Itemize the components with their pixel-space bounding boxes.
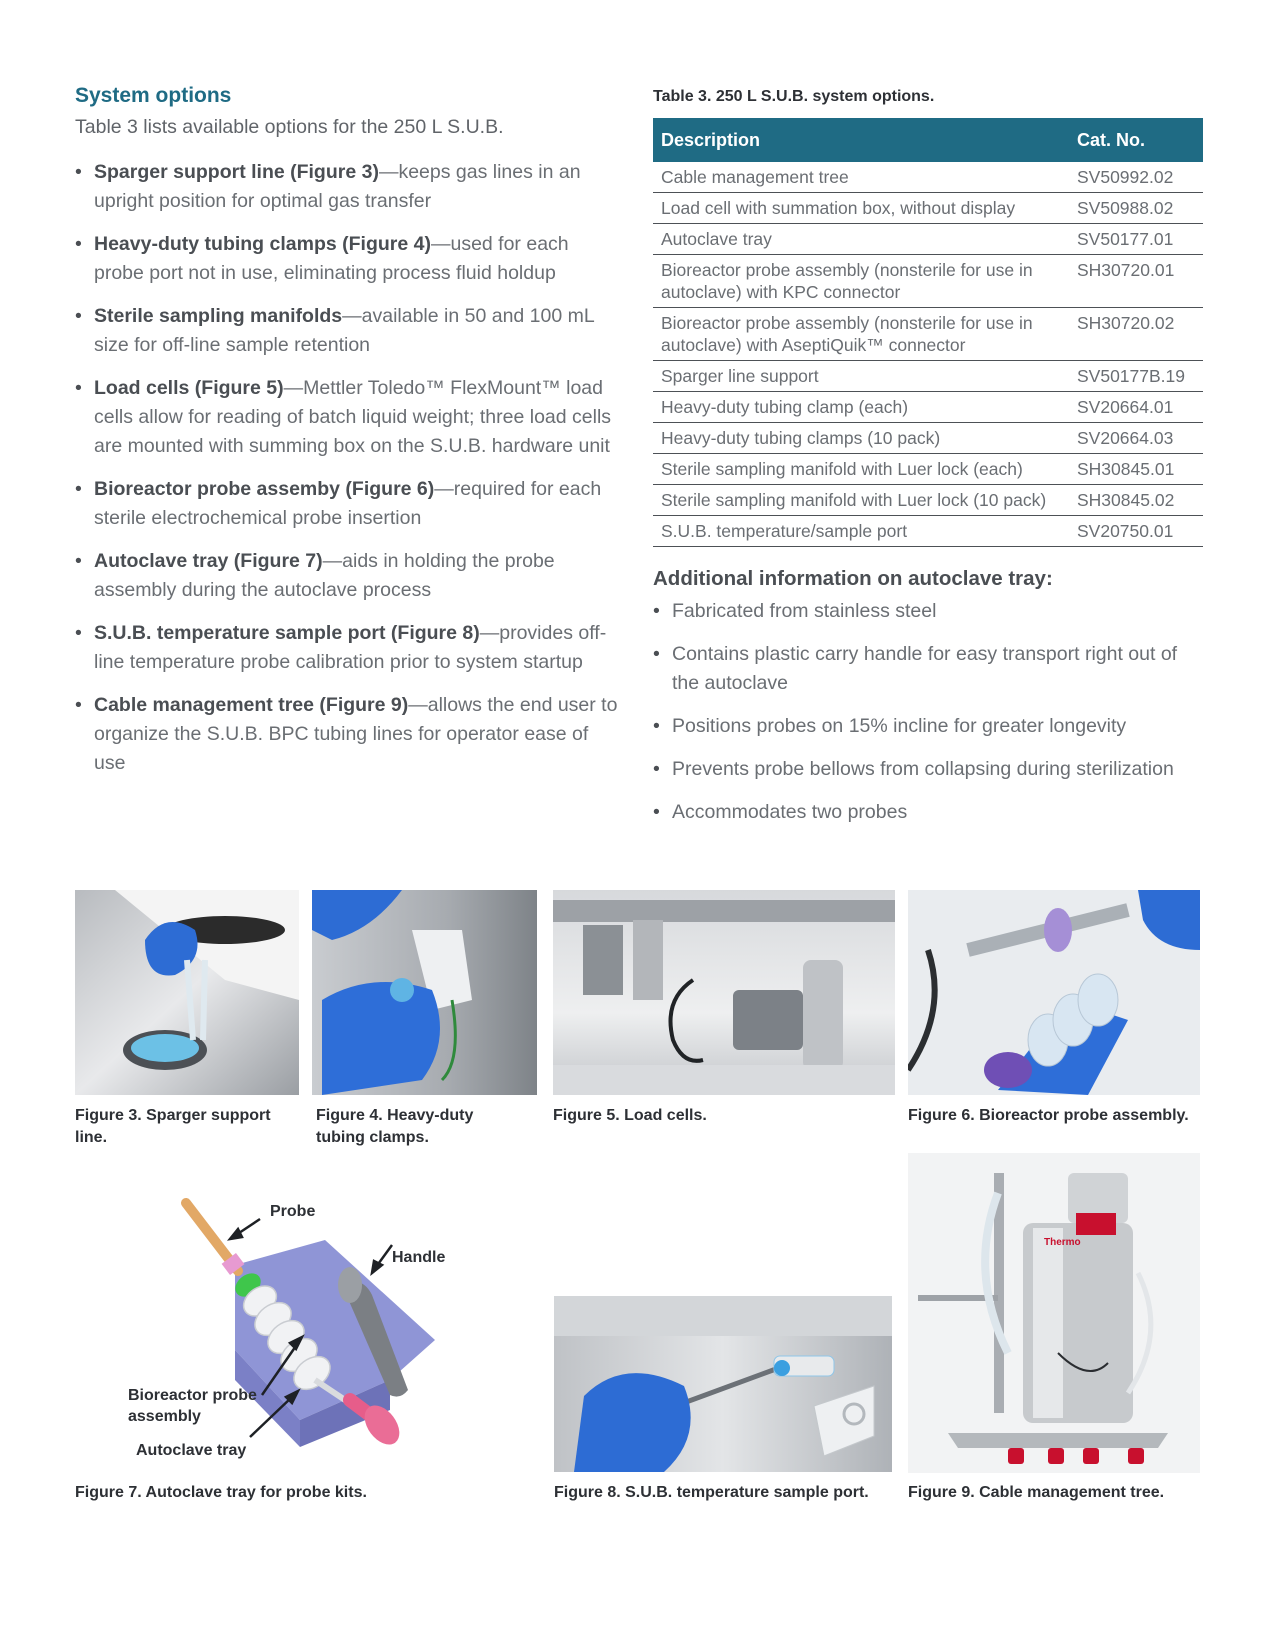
- column-header-description: Description: [653, 118, 1069, 162]
- table-row: [653, 162, 1203, 193]
- intro-text: Table 3 lists available options for the 250 L S.U.B.: [75, 116, 504, 138]
- cell-description: S.U.B. temperature/sample port: [653, 516, 1069, 547]
- table-row: [653, 423, 1203, 454]
- callout-autoclave-tray: Autoclave tray: [136, 1442, 247, 1459]
- figure-8-image: [554, 1296, 892, 1472]
- list-item: • Fabricated from stainless steel: [653, 597, 1203, 626]
- cell-description: Bioreactor probe assembly (nonsterile for use in autoclave) with KPC connector: [653, 255, 1069, 308]
- cell-description: Cable management tree: [653, 162, 1069, 193]
- cell-cat-no: SH30845.02: [1069, 485, 1203, 516]
- cell-description: Heavy-duty tubing clamp (each): [653, 392, 1069, 423]
- list-item: • Sterile sampling manifolds—available in 50 and 100 mL size for off-line sample retention: [75, 302, 620, 360]
- cell-cat-no: SH30720.01: [1069, 255, 1203, 308]
- cell-description: Heavy-duty tubing clamps (10 pack): [653, 423, 1069, 454]
- table-caption: Table 3. 250 L S.U.B. system options.: [653, 88, 935, 105]
- cell-cat-no: SV50992.02: [1069, 162, 1203, 193]
- figure-6-caption: Figure 6. Bioreactor probe assembly.: [908, 1107, 1189, 1124]
- cell-cat-no: SH30845.01: [1069, 454, 1203, 485]
- autoclave-info-list: [653, 597, 1203, 827]
- thermo-logo: Thermo: [1044, 1237, 1081, 1248]
- figure-8-caption: Figure 8. S.U.B. temperature sample port.: [554, 1484, 869, 1501]
- list-item: • Cable management tree (Figure 9)—allows the end user to organize the S.U.B. BPC tubing lines for operator ease of use: [75, 691, 620, 778]
- table-row: [653, 392, 1203, 423]
- cell-cat-no: SV50988.02: [1069, 193, 1203, 224]
- system-options-section: [75, 82, 620, 792]
- table-row: [653, 361, 1203, 392]
- cell-cat-no: SV20664.01: [1069, 392, 1203, 423]
- list-item: • Sparger support line (Figure 3)—keeps gas lines in an upright position for optimal gas transfer: [75, 158, 620, 216]
- callout-handle: Handle: [392, 1249, 446, 1266]
- table-row: [653, 193, 1203, 224]
- table-row: [653, 485, 1203, 516]
- cell-description: Bioreactor probe assembly (nonsterile for use in autoclave) with AseptiQuik™ connector: [653, 308, 1069, 361]
- cell-cat-no: SV50177B.19: [1069, 361, 1203, 392]
- cell-description: Sparger line support: [653, 361, 1069, 392]
- list-item: • Contains plastic carry handle for easy transport right out of the autoclave: [653, 640, 1203, 698]
- table-row: [653, 454, 1203, 485]
- figure-9-image: [908, 1153, 1200, 1473]
- options-list: [75, 158, 620, 778]
- list-item: • Load cells (Figure 5)—Mettler Toledo™ FlexMount™ load cells allow for reading of batch liquid weight; three load cells are mounted with summing box on the S.U.B. hardware unit: [75, 374, 620, 461]
- callout-probe: Probe: [270, 1203, 316, 1220]
- figure-6-image: [908, 890, 1200, 1095]
- column-header-cat-no: Cat. No.: [1069, 118, 1203, 162]
- figure-3-caption: Figure 3. Sparger support line.: [75, 1107, 271, 1146]
- table-header-row: [653, 118, 1203, 162]
- figure-5-image: [553, 890, 895, 1095]
- table3-section: [653, 86, 1203, 841]
- table-row: [653, 224, 1203, 255]
- figure-4-image: [312, 890, 537, 1095]
- cell-description: Sterile sampling manifold with Luer lock (10 pack): [653, 485, 1069, 516]
- list-item: • Accommodates two probes: [653, 798, 1203, 827]
- figure-5-caption: Figure 5. Load cells.: [553, 1107, 707, 1124]
- table-row: [653, 255, 1203, 308]
- figure-4-caption: Figure 4. Heavy-duty tubing clamps.: [316, 1107, 474, 1146]
- options-table: [653, 118, 1203, 547]
- cell-cat-no: SH30720.02: [1069, 308, 1203, 361]
- list-item: • Autoclave tray (Figure 7)—aids in holding the probe assembly during the autoclave process: [75, 547, 620, 605]
- cell-description: Sterile sampling manifold with Luer lock (each): [653, 454, 1069, 485]
- list-item: • S.U.B. temperature sample port (Figure 8)—provides off-line temperature probe calibration prior to system startup: [75, 619, 620, 677]
- list-item: • Heavy-duty tubing clamps (Figure 4)—used for each probe port not in use, eliminating process fluid holdup: [75, 230, 620, 288]
- cell-description: Autoclave tray: [653, 224, 1069, 255]
- section-title: System options: [75, 84, 232, 107]
- figure-9-caption: Figure 9. Cable management tree.: [908, 1484, 1165, 1501]
- cell-cat-no: SV20664.03: [1069, 423, 1203, 454]
- callout-bioreactor-probe-assembly: Bioreactor probe assembly: [128, 1387, 257, 1425]
- list-item: • Bioreactor probe assemby (Figure 6)—required for each sterile electrochemical probe insertion: [75, 475, 620, 533]
- table-row: [653, 308, 1203, 361]
- autoclave-info-title: Additional information on autoclave tray:: [653, 567, 1053, 590]
- figure-7-caption: Figure 7. Autoclave tray for probe kits.: [75, 1484, 367, 1501]
- list-item: • Prevents probe bellows from collapsing during sterilization: [653, 755, 1203, 784]
- list-item: • Positions probes on 15% incline for greater longevity: [653, 712, 1203, 741]
- cell-cat-no: SV50177.01: [1069, 224, 1203, 255]
- cell-description: Load cell with summation box, without display: [653, 193, 1069, 224]
- table-row: [653, 516, 1203, 547]
- cell-cat-no: SV20750.01: [1069, 516, 1203, 547]
- figure-3-image: [75, 890, 299, 1095]
